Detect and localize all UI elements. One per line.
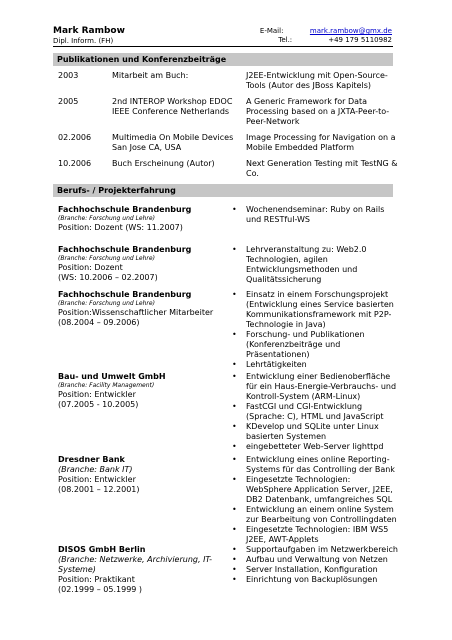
company-branch: (Branche: Forschung und Lehre) bbox=[58, 215, 155, 222]
person-name: Mark Rambow bbox=[53, 26, 125, 36]
task-list bbox=[232, 455, 398, 545]
company-branch: (Branche: Forschung und Lehre) bbox=[58, 300, 155, 307]
section-experience-heading: Berufs- / Projekterfahrung bbox=[53, 184, 393, 197]
bullet-icon: • bbox=[232, 525, 237, 534]
publication-title: A Generic Framework for Data Processing based on a JXTA-Peer-to-Peer-Network bbox=[246, 97, 390, 126]
bullet-icon: • bbox=[232, 442, 237, 451]
task-item: • Server Installation, Konfiguration bbox=[232, 565, 378, 574]
person-degree: Dipl. Inform. (FH) bbox=[53, 37, 114, 45]
publication-date: 02.2006 bbox=[58, 133, 92, 142]
publication-title: J2EE-Entwicklung mit Open-Source-Tools (Autor des JBoss Kapitels) bbox=[246, 71, 388, 90]
task-list bbox=[232, 290, 398, 370]
bullet-icon: • bbox=[232, 422, 237, 431]
period: (08.2004 – 09.2006) bbox=[58, 318, 140, 327]
phone-label: Tel.: bbox=[278, 36, 293, 44]
bullet-icon: • bbox=[232, 330, 237, 339]
publication-date: 2005 bbox=[58, 97, 79, 106]
bullet-icon: • bbox=[232, 205, 237, 214]
company-branch: (Branche: Bank IT) bbox=[58, 465, 133, 474]
bullet-icon: • bbox=[232, 575, 237, 584]
company-branch: (Branche: Forschung und Lehre) bbox=[58, 255, 155, 262]
publication-venue: Multimedia On Mobile Devices San Jose CA, USA bbox=[112, 133, 234, 152]
task-item: • Eingesetzte Technologien: IBM WS5 J2EE, AWT-Applets bbox=[232, 525, 389, 544]
bullet-icon: • bbox=[232, 565, 237, 574]
task-item: • Entwicklung eines online Reporting-Systems für das Controlling der Bank bbox=[232, 455, 395, 474]
position: Position: Entwickler bbox=[58, 475, 136, 484]
period: (02.1999 – 05.1999 ) bbox=[58, 585, 143, 594]
publication-venue: 2nd INTEROP Workshop EDOC IEEE Conference Netherlands bbox=[112, 97, 233, 116]
section-publications-heading: Publikationen und Konferenzbeiträge bbox=[53, 53, 393, 66]
bullet-icon: • bbox=[232, 360, 237, 369]
task-item: • Supportaufgaben im Netzwerkbereich bbox=[232, 545, 398, 554]
task-item: • Entwicklung an einem online System zur Bearbeitung von Controllingdaten bbox=[232, 505, 397, 524]
bullet-icon: • bbox=[232, 290, 237, 299]
task-item: • eingebetteter Web-Server lighttpd bbox=[232, 442, 384, 451]
position: Position: Entwickler bbox=[58, 390, 136, 399]
publication-title: Next Generation Testing mit TestNG & Co. bbox=[246, 159, 398, 178]
bullet-icon: • bbox=[232, 555, 237, 564]
position: Position: Dozent bbox=[58, 263, 123, 272]
task-item: • Einsatz in einem Forschungsprojekt (Entwicklung eines Service basierten Kommunikationsframework mit P2P-Technologie in Java) bbox=[232, 290, 394, 329]
contact-block bbox=[260, 27, 392, 45]
bullet-icon: • bbox=[232, 245, 237, 254]
period: (WS: 10.2006 – 02.2007) bbox=[58, 273, 158, 282]
position: Position:Wissenschaftlicher Mitarbeiter bbox=[58, 308, 214, 317]
task-item: • Eingesetzte Technologien: WebSphere Application Server, J2EE, DB2 Datenbank, umfangreiches SQL bbox=[232, 475, 393, 504]
position: Position: Praktikant bbox=[58, 575, 135, 584]
task-list bbox=[232, 372, 398, 452]
task-item: • Lehrtätigkeiten bbox=[232, 360, 307, 369]
bullet-icon: • bbox=[232, 475, 237, 484]
task-item: • Entwicklung einer Bedienoberfläche für ein Haus-Energie-Verbrauchs- und Kontroll-System (ARM-Linux) bbox=[232, 372, 397, 401]
bullet-icon: • bbox=[232, 545, 237, 554]
position: Position: Dozent (WS: 11.2007) bbox=[58, 223, 183, 232]
period: (08.2001 – 12.2001) bbox=[58, 485, 140, 494]
task-item: • Aufbau und Verwaltung von Netzen bbox=[232, 555, 388, 564]
bullet-icon: • bbox=[232, 505, 237, 514]
bullet-icon: • bbox=[232, 402, 237, 411]
company-name: Bau- und Umwelt GmbH bbox=[58, 372, 166, 381]
email-link[interactable]: mark.rambow@gmx.de bbox=[309, 27, 392, 35]
publication-venue: Mitarbeit am Buch: bbox=[112, 71, 189, 80]
publication-venue: Buch Erscheinung (Autor) bbox=[112, 159, 215, 168]
publication-title: Image Processing for Navigation on a Mobile Embedded Platform bbox=[246, 133, 396, 152]
company-name: Fachhochschule Brandenburg bbox=[58, 290, 192, 299]
header-divider bbox=[53, 46, 393, 47]
task-item: • Lehrveranstaltung zu: Web2.0 Technologien, agilen Entwicklungsmethoden und Qualitätssicherung bbox=[232, 245, 367, 284]
task-item: • Wochenendseminar: Ruby on Rails und RESTful-WS bbox=[232, 205, 385, 224]
task-item: • Einrichtung von Backuplösungen bbox=[232, 575, 378, 584]
publication-date: 10.2006 bbox=[58, 159, 92, 168]
bullet-icon: • bbox=[232, 372, 237, 381]
company-branch: (Branche: Netzwerke, Archivierung, IT-Systeme) bbox=[58, 555, 213, 574]
company-name: Dresdner Bank bbox=[58, 455, 125, 464]
company-name: Fachhochschule Brandenburg bbox=[58, 205, 192, 214]
phone-number: +49 179 5110982 bbox=[328, 36, 392, 44]
email-label: E-Mail: bbox=[259, 27, 284, 35]
company-name: DISOS GmbH Berlin bbox=[58, 545, 146, 554]
task-list bbox=[232, 205, 398, 225]
task-item: • KDevelop und SQLite unter Linux basierten Systemen bbox=[232, 422, 379, 441]
bullet-icon: • bbox=[232, 455, 237, 464]
task-list bbox=[232, 245, 398, 285]
company-name: Fachhochschule Brandenburg bbox=[58, 245, 192, 254]
task-list bbox=[232, 545, 398, 585]
period: (07.2005 - 10.2005) bbox=[58, 400, 139, 409]
company-branch: (Branche: Facility Management) bbox=[58, 382, 155, 389]
publication-date: 2003 bbox=[58, 71, 79, 80]
task-item: • FastCGI und CGI-Entwicklung (Sprache: C), HTML und JavaScript bbox=[232, 402, 384, 421]
task-item: • Forschung- und Publikationen (Konferenzbeiträge und Präsentationen) bbox=[232, 330, 365, 359]
